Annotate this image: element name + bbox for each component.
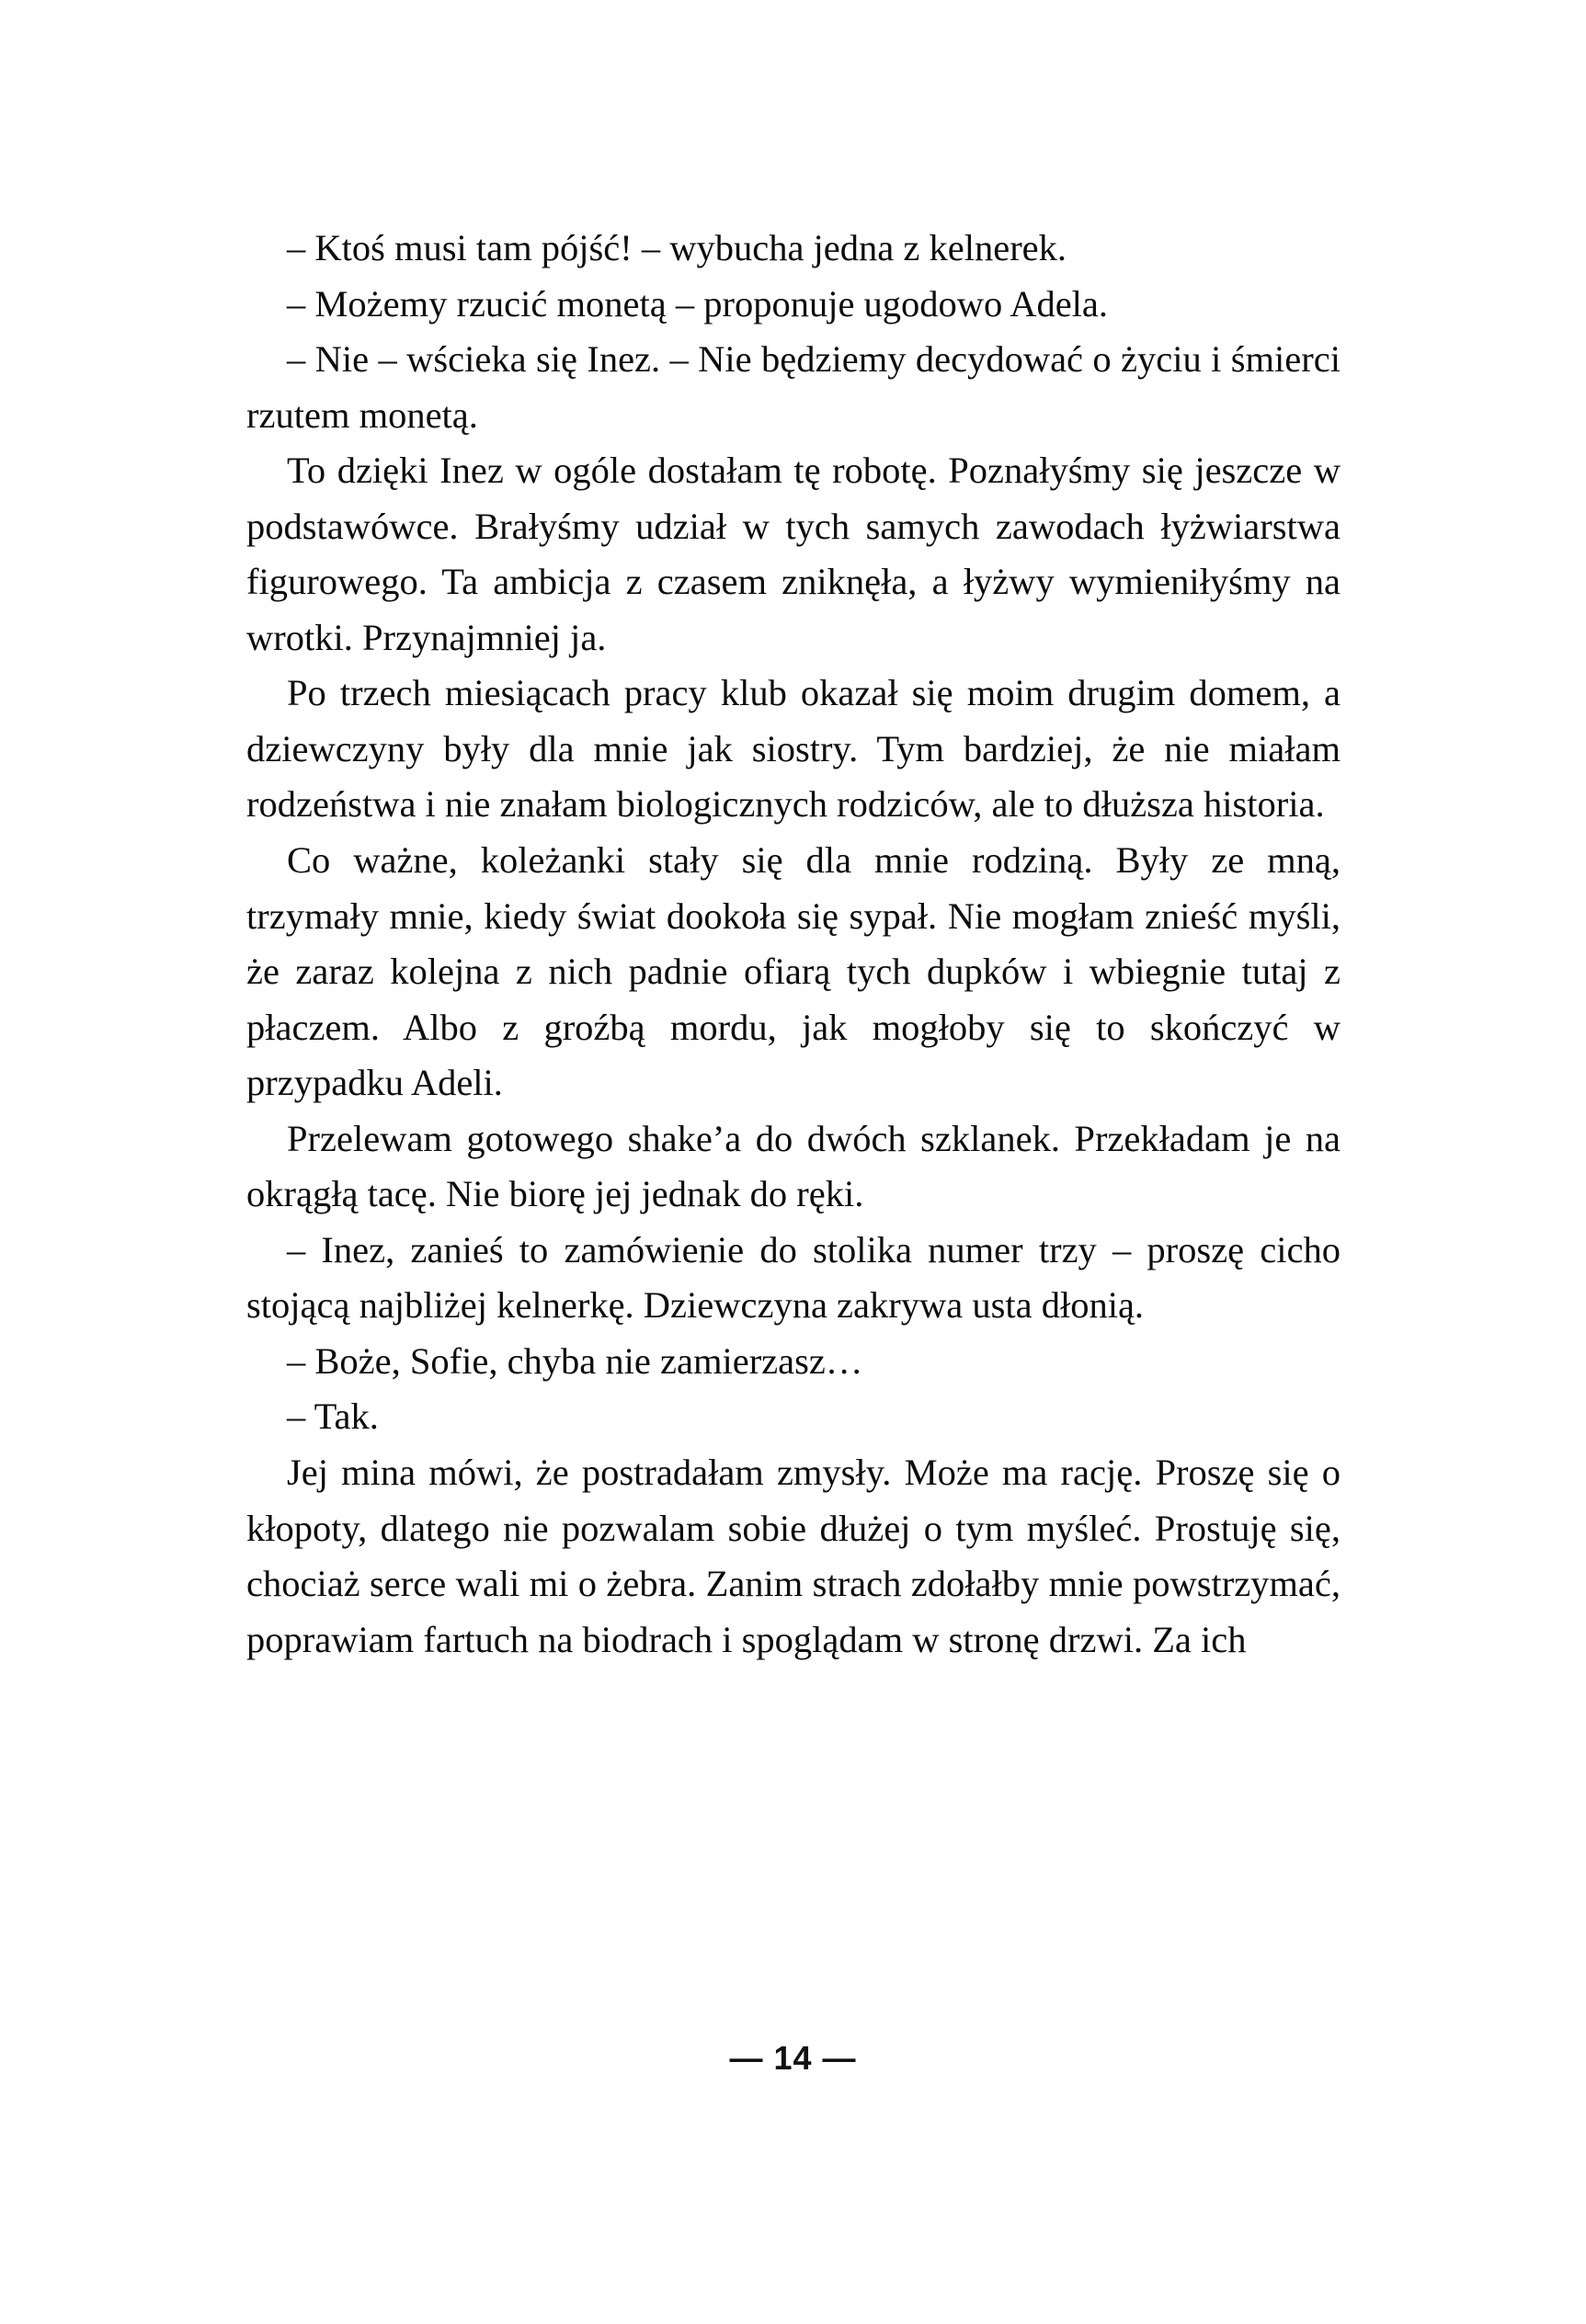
paragraph: Przelewam gotowego shake’a do dwóch szklanek. Przekładam je na okrągłą tacę. Nie biorę jej jednak do ręki.	[246, 1117, 1341, 1215]
page-number: — 14 —	[729, 2039, 857, 2077]
paragraph: – Inez, zanieś to zamówienie do stolika numer trzy – proszę cicho stojącą najbliżej kelnerkę. Dziewczyna zakrywa usta dłonią.	[246, 1228, 1341, 1327]
paragraph: – Tak.	[287, 1396, 379, 1438]
paragraph: – Ktoś musi tam pójść! – wybucha jedna z kelnerek.	[287, 227, 1067, 268]
paragraph: Co ważne, koleżanki stały się dla mnie rodziną. Były ze mną, trzymały mnie, kiedy świat dookoła się sypał. Nie mogłam znieść myśli, że zaraz kolejna z nich padnie ofiarą tych dupków i wbiegnie tutaj z płaczem. Albo z groźbą mordu, jak mogłoby się to skończyć w przypadku Adeli.	[246, 839, 1341, 1104]
body-text	[246, 221, 1341, 1668]
paragraph: To dzięki Inez w ogóle dostałam tę robotę. Poznałyśmy się jeszcze w podstawówce. Brałyśmy udział w tych samych zawodach łyżwiarstwa figurowego. Ta ambicja z czasem zniknęła, a łyżwy wymieniłyśmy na wrotki. Przynajmniej ja.	[246, 450, 1341, 658]
paragraph: Jej mina mówi, że postradałam zmysły. Może ma rację. Proszę się o kłopoty, dlatego nie pozwalam sobie dłużej o tym myśleć. Prostuję się, chociaż serce wali mi o żebra. Zanim strach zdołałby mnie powstrzymać, poprawiam fartuch na biodrach i spoglądam w stronę drzwi. Za ich	[246, 1452, 1341, 1660]
paragraph: – Możemy rzucić monetą – proponuje ugodowo Adela.	[287, 282, 1109, 325]
paragraph: Po trzech miesiącach pracy klub okazał się moim drugim domem, a dziewczyny były dla mnie jak siostry. Tym bardziej, że nie miałam rodzeństwa i nie znałam biologicznych rodziców, ale to dłuższa historia.	[246, 672, 1341, 826]
paragraph: – Boże, Sofie, chyba nie zamierzasz…	[287, 1339, 863, 1382]
paragraph: – Nie – wścieka się Inez. – Nie będziemy decydować o życiu i śmierci rzutem monetą.	[246, 338, 1341, 436]
